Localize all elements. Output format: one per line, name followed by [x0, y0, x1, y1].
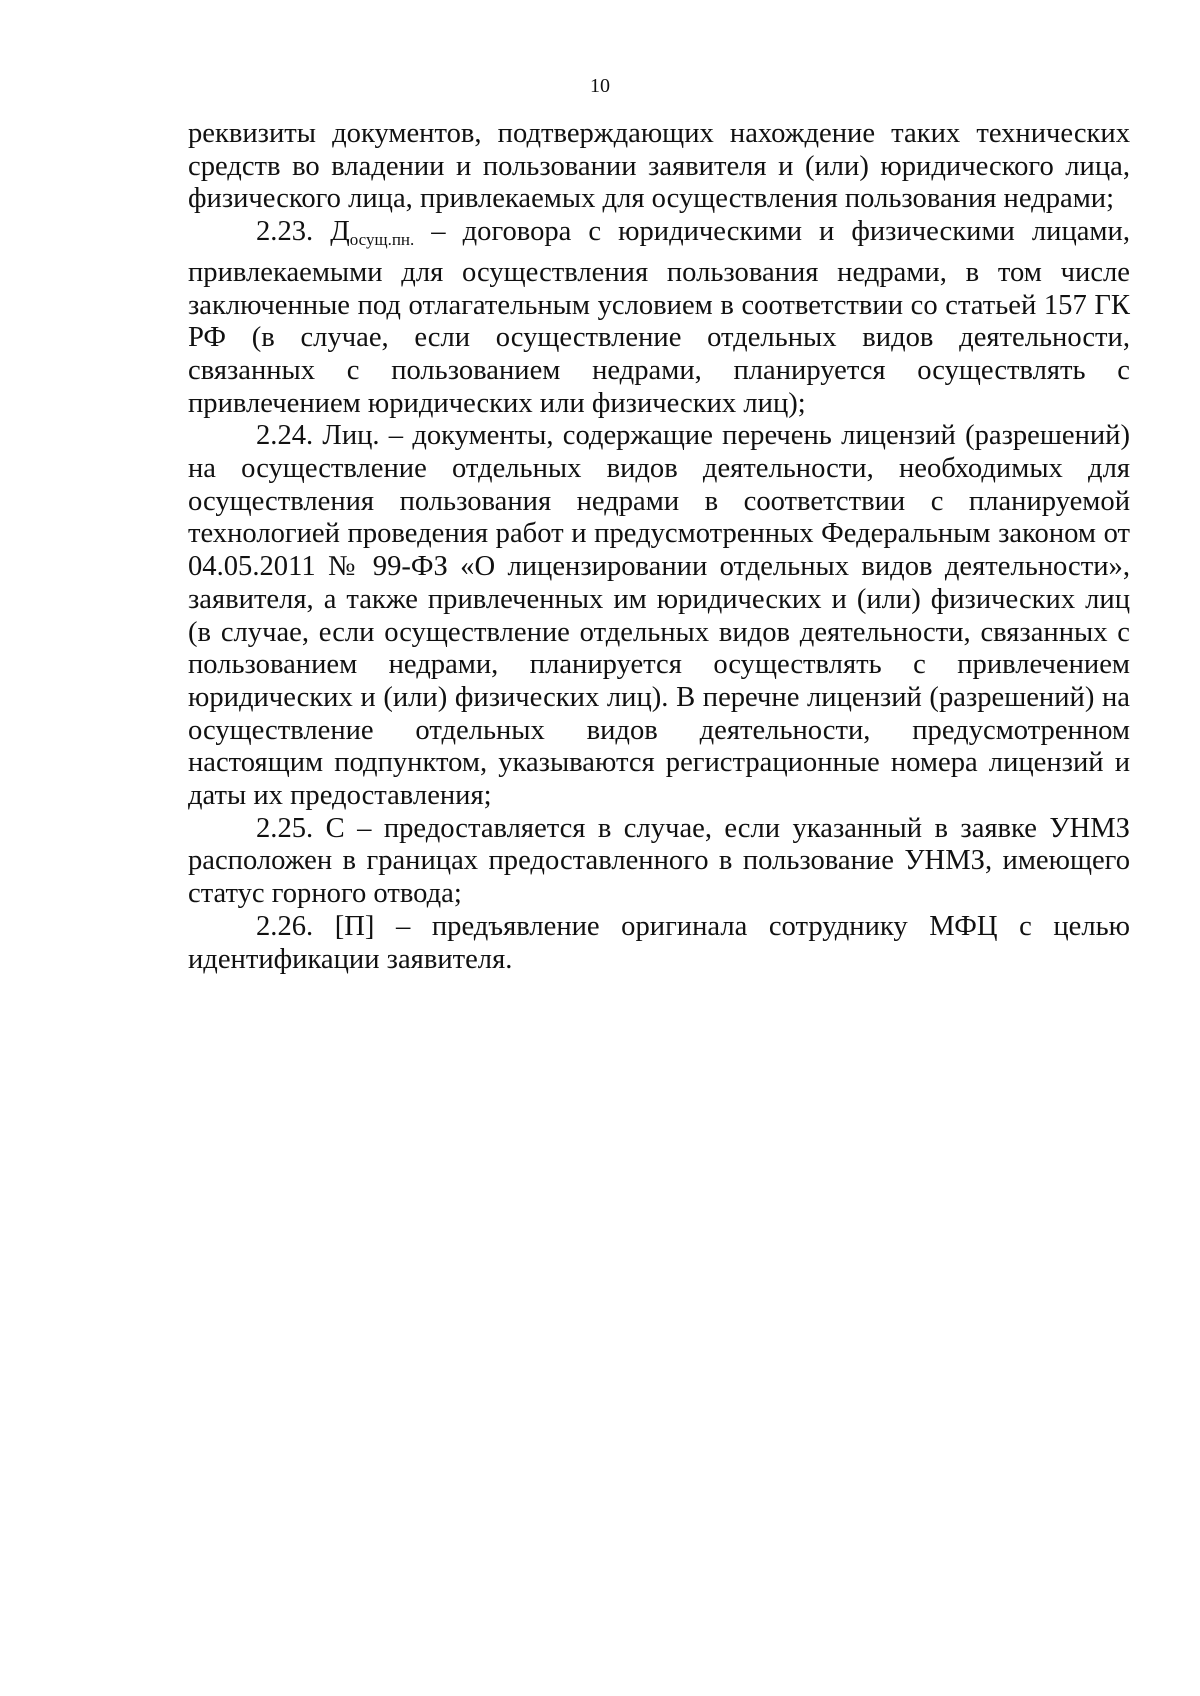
document-code-subscript: осущ.пн. [349, 230, 415, 250]
clause-number: 2.23. [256, 216, 314, 248]
document-code [330, 216, 415, 250]
paragraph-2-23 [188, 216, 1130, 420]
document-code-main: Д [330, 216, 350, 248]
clause-text: – договора с юридическими и физическими лицами, привлекаемыми для осуществления пользования недрами, в том числе заключенные под отлагательным условием в соответствии со статьей 157 ГК РФ (в случае, если осуществление отдельных видов деятельности, связанных с пользованием недрами, планируется осуществлять с привлечением юридических или физических лиц); [188, 216, 1130, 419]
paragraph-2-26: 2.26. [П] – предъявление оригинала сотруднику МФЦ с целью идентификации заявителя. [188, 910, 1130, 975]
paragraph-2-25: 2.25. С – предоставляется в случае, если указанный в заявке УНМЗ расположен в границах предоставленного в пользование УНМЗ, имеющего статус горного отвода; [188, 812, 1130, 910]
document-body [188, 118, 1130, 976]
paragraph-2-24: 2.24. Лиц. – документы, содержащие перечень лицензий (разрешений) на осуществление отдельных видов деятельности, необходимых для осуществления пользования недрами в соответствии с планируемой технологией проведения работ и предусмотренных Федеральным законом от 04.05.2011 № 99-ФЗ «О лицензировании отдельных видов деятельности», заявителя, а также привлеченных им юридических и (или) физических лиц (в случае, если осуществление отдельных видов деятельности, связанных с пользованием недрами, планируется осуществлять с привлечением юридических и (или) физических лиц). В перечне лицензий (разрешений) на осуществление отдельных видов деятельности, предусмотренном настоящим подпунктом, указываются регистрационные номера лицензий и даты их предоставления; [188, 420, 1130, 812]
page-number: 10 [590, 75, 610, 97]
paragraph-continuation: реквизиты документов, подтверждающих нахождение таких технических средств во владении и пользовании заявителя и (или) юридического лица, физического лица, привлекаемых для осуществления пользования недрами; [188, 118, 1130, 215]
